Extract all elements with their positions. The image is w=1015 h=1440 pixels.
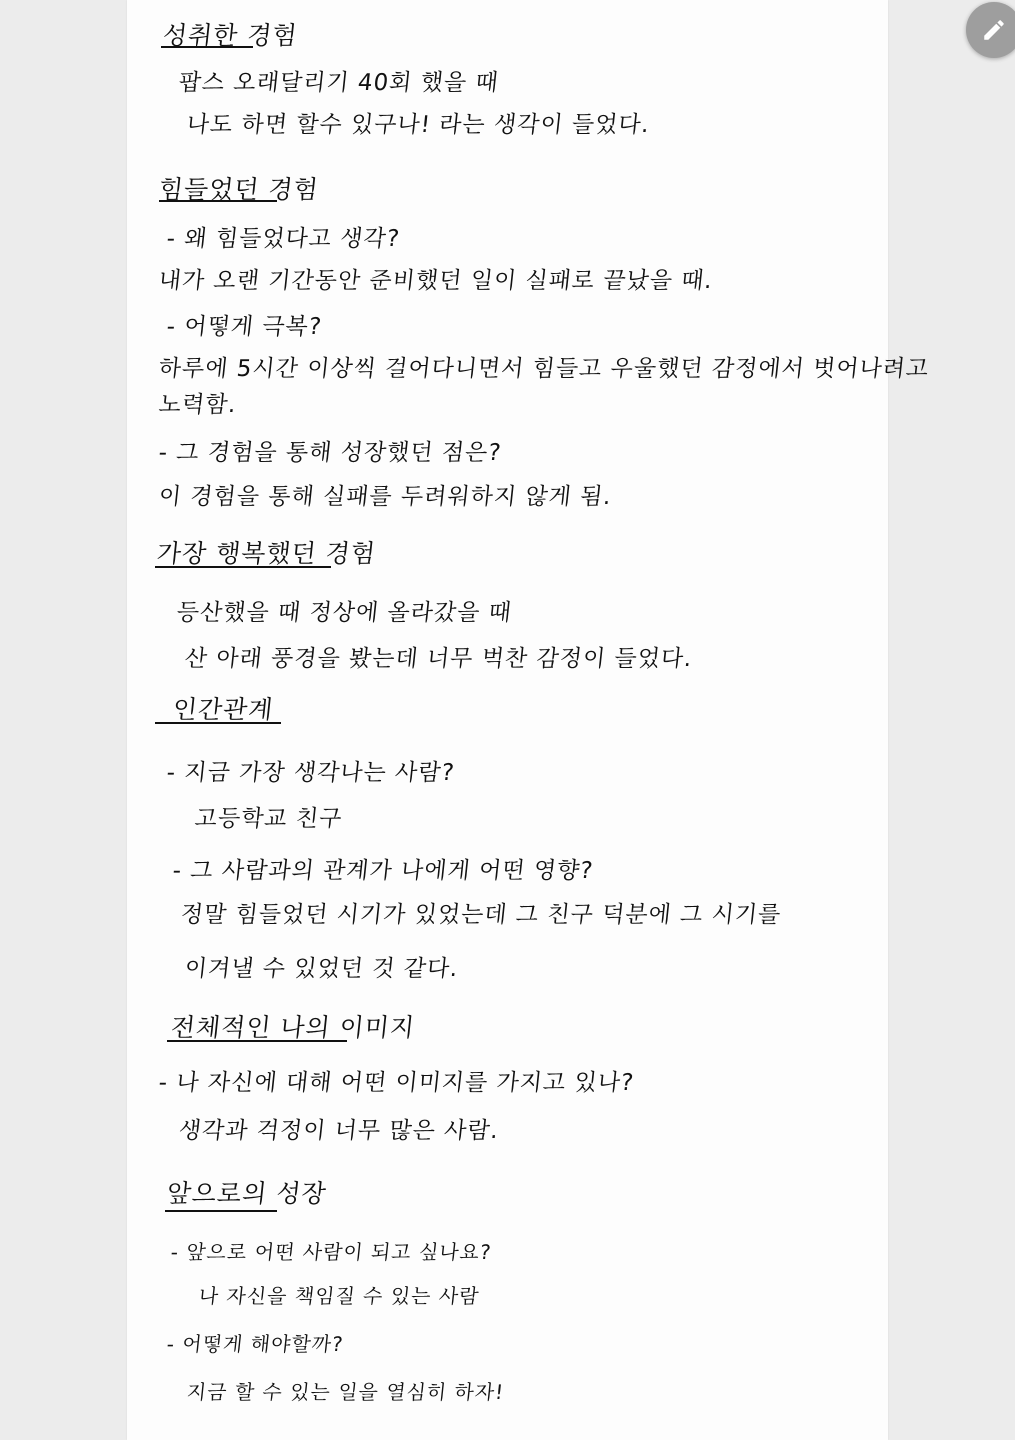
- title-underline: [159, 200, 277, 202]
- title-underline: [155, 566, 331, 568]
- note-line: 이 경험을 통해 실패를 두려워하지 않게 됨.: [157, 484, 613, 510]
- note-line: 나 자신을 책임질 수 있는 사람: [197, 1284, 481, 1308]
- pencil-icon: [981, 17, 1007, 43]
- note-page: [127, 0, 931, 1440]
- question-line: - 그 경험을 통해 성장했던 점은?: [157, 440, 503, 466]
- section-title-growth: 앞으로의 성장: [165, 1179, 329, 1208]
- section-title-relationships: 인간관계: [171, 695, 275, 724]
- question-line: - 그 사람과의 관계가 나에게 어떤 영향?: [171, 858, 595, 884]
- section-title-happiest: 가장 행복했던 경험: [155, 539, 378, 568]
- note-line: 정말 힘들었던 시기가 있었는데 그 친구 덕분에 그 시기를: [179, 902, 783, 928]
- note-line: 팝스 오래달리기 40회 했을 때: [177, 70, 501, 96]
- question-line: - 앞으로 어떤 사람이 되고 싶나요?: [169, 1240, 493, 1264]
- section-title-achievement: 성취한 경험: [161, 21, 300, 50]
- note-line: 지금 할 수 있는 일을 열심히 하자!: [185, 1380, 506, 1404]
- question-line: - 지금 가장 생각나는 사람?: [165, 760, 457, 786]
- question-line: - 어떻게 해야할까?: [165, 1332, 345, 1356]
- note-line: 노력함.: [157, 392, 239, 418]
- question-line: - 왜 힘들었다고 생각?: [165, 226, 402, 252]
- edit-button[interactable]: [966, 2, 1015, 58]
- note-line: 내가 오랜 기간동안 준비했던 일이 실패로 끝났을 때.: [157, 268, 715, 294]
- note-line: 하루에 5시간 이상씩 걸어다니면서 힘들고 우울했던 감정에서 벗어나려고: [157, 356, 931, 382]
- note-line: 생각과 걱정이 너무 많은 사람.: [177, 1118, 501, 1144]
- section-title-self-image: 전체적인 나의 이미지: [169, 1013, 417, 1042]
- question-line: - 나 자신에 대해 어떤 이미지를 가지고 있나?: [157, 1070, 636, 1096]
- question-line: - 어떻게 극복?: [165, 314, 324, 340]
- title-underline: [167, 1040, 347, 1042]
- title-underline: [155, 722, 281, 724]
- note-line: 고등학교 친구: [193, 806, 344, 832]
- note-line: 산 아래 풍경을 봤는데 너무 벅찬 감정이 들었다.: [183, 646, 694, 672]
- title-underline: [165, 1210, 277, 1212]
- note-line: 이겨낼 수 있었던 것 같다.: [183, 956, 460, 982]
- section-title-hardship: 힘들었던 경험: [157, 175, 321, 204]
- note-line: 등산했을 때 정상에 올라갔을 때: [175, 600, 514, 626]
- title-underline: [161, 46, 253, 48]
- note-line: 나도 하면 할수 있구나! 라는 생각이 들었다.: [185, 112, 652, 138]
